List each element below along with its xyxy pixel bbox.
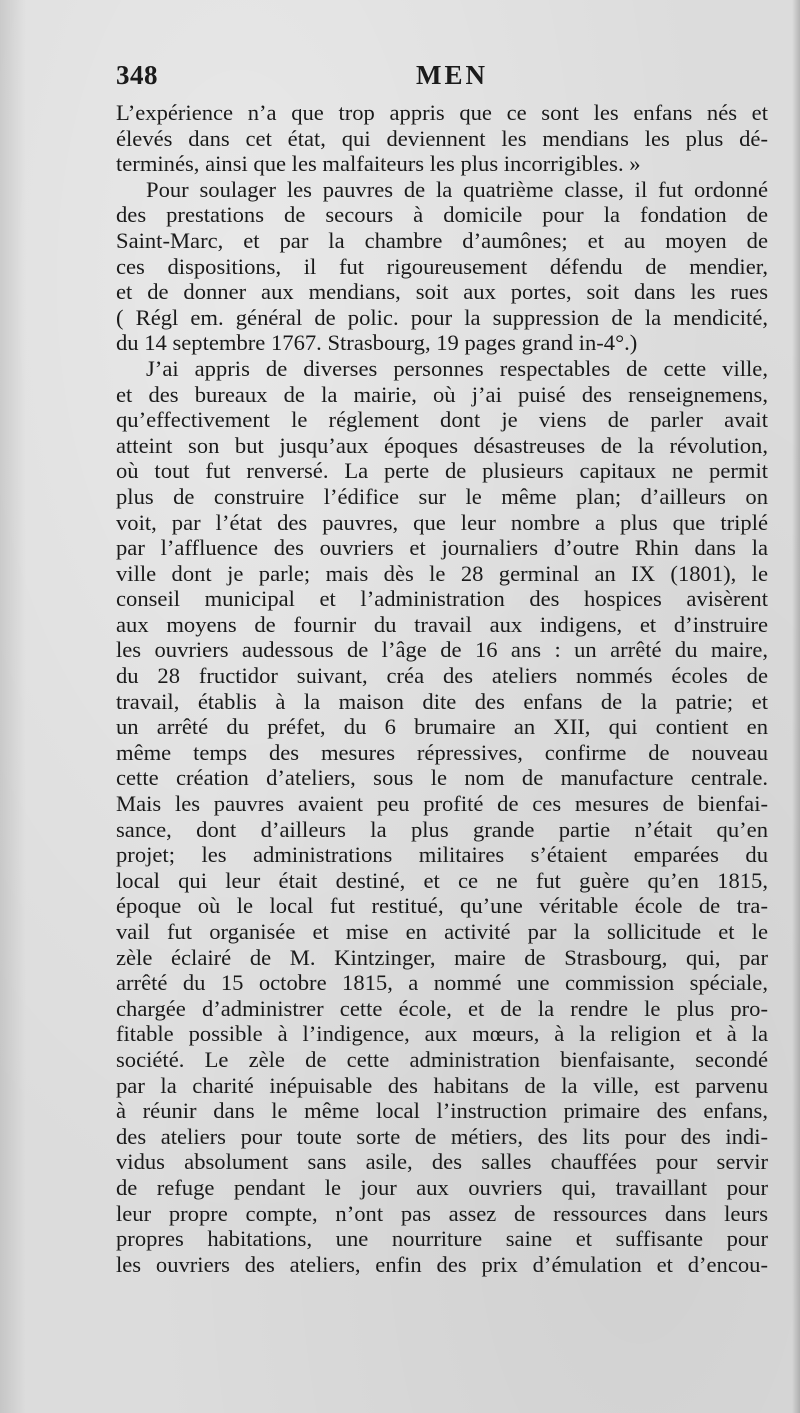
text-line: fitable possible à l’indigence, aux mœurs, à la religion et à la (116, 1021, 768, 1047)
text-line: atteint son but jusqu’aux époques désastreuses de la révolution, (116, 432, 768, 458)
text-line: les ouvriers audessous de l’âge de 16 ans : un arrêté du maire, (116, 637, 768, 663)
text-line: élevés dans cet état, qui deviennent les mendians les plus dé- (116, 125, 768, 151)
text-line: où tout fut renversé. La perte de plusieurs capitaux ne permit (116, 458, 768, 484)
text-line: vidus absolument sans asile, des salles chauffées pour servir (116, 1149, 768, 1175)
text-line: projet; les administrations militaires s’étaient emparées du (116, 842, 768, 868)
text-line: cette création d’ateliers, sous le nom de manufacture centrale. (116, 765, 768, 791)
text-line: même temps des mesures répressives, confirme de nouveau (116, 739, 768, 765)
text-line: et de donner aux mendians, soit aux portes, soit dans les rues (116, 279, 768, 305)
text-line: sance, dont d’ailleurs la plus grande partie n’était qu’en (116, 816, 768, 842)
text-line: Pour soulager les pauvres de la quatrième classe, il fut ordonné (146, 176, 768, 202)
text-line: ( Régl em. général de polic. pour la suppression de la mendicité, (116, 304, 768, 330)
text-line: local qui leur était destiné, et ce ne fut guère qu’en 1815, (116, 867, 768, 893)
text-line: vail fut organisée et mise en activité par la sollicitude et le (116, 919, 768, 944)
text-line: L’expérience n’a que trop appris que ce sont les enfans nés et (116, 100, 768, 125)
text-line: ces dispositions, il fut rigoureusement défendu de mendier, (116, 253, 768, 279)
text-line: chargée d’administrer cette école, et de la rendre le plus pro- (116, 995, 768, 1021)
text-line: aux moyens de fournir du travail aux indigens, et d’instruire (116, 611, 768, 637)
text-line: propres habitations, une nourriture saine et suffisante pour (116, 1226, 768, 1252)
text-line: époque où le local fut restitué, qu’une véritable école de tra- (116, 893, 768, 919)
running-head (116, 60, 776, 94)
running-head-word: MEN (416, 60, 488, 90)
text-line: un arrêté du préfet, du 6 brumaire an XII, qui contient en (116, 714, 768, 740)
text-line: société. Le zèle de cette administration bienfaisante, secondé (116, 1046, 768, 1072)
text-line: travail, établis à la maison dite des enfans de la patrie; et (116, 688, 768, 714)
text-line: terminés, ainsi que les malfaiteurs les plus incorrigibles. » (116, 151, 641, 177)
page-number: 348 (116, 60, 158, 90)
text-line: les ouvriers des ateliers, enfin des prix d’émulation et d’encou- (116, 1251, 768, 1277)
text-line: zèle éclairé de M. Kintzinger, maire de Strasbourg, qui, par (116, 944, 768, 970)
gutter-shadow (0, 0, 26, 1413)
text-line: Saint-Marc, et par la chambre d’aumônes; et au moyen de (116, 227, 768, 253)
text-line: voit, par l’état des pauvres, que leur nombre a plus que triplé (116, 509, 768, 535)
text-line: ville dont je parle; mais dès le 28 germinal an IX (1801), le (116, 560, 768, 586)
text-line: leur propre compte, n’ont pas assez de ressources dans leurs (116, 1200, 768, 1226)
text-line: arrêté du 15 octobre 1815, a nommé une commission spéciale, (116, 970, 768, 996)
text-line: du 28 fructidor suivant, créa des ateliers nommés écoles de (116, 663, 768, 689)
text-line: des ateliers pour toute sorte de métiers, des lits pour des indi- (116, 1123, 768, 1149)
body-text (116, 100, 768, 1277)
text-line: du 14 septembre 1767. Strasbourg, 19 pages grand in-4°.) (116, 330, 638, 356)
text-line: Mais les pauvres avaient peu profité de ces mesures de bienfai- (116, 791, 768, 817)
text-line: conseil municipal et l’administration des hospices avisèrent (116, 586, 768, 612)
text-line: par l’affluence des ouvriers et journaliers d’outre Rhin dans la (116, 535, 768, 561)
text-line: et des bureaux de la mairie, où j’ai puisé des renseignemens, (116, 381, 768, 407)
text-line: plus de construire l’édifice sur le même plan; d’ailleurs on (116, 483, 768, 509)
text-line: J’ai appris de diverses personnes respectables de cette ville, (146, 355, 768, 381)
text-line: à réunir dans le même local l’instruction primaire des enfans, (116, 1098, 768, 1124)
text-line: par la charité inépuisable des habitans de la ville, est parvenu (116, 1072, 768, 1098)
text-line: qu’effectivement le réglement dont je viens de parler avait (116, 407, 768, 433)
text-line: de refuge pendant le jour aux ouvriers qui, travaillant pour (116, 1174, 768, 1200)
text-line: des prestations de secours à domicile pour la fondation de (116, 202, 768, 228)
page-edge-shadow (792, 0, 800, 1413)
